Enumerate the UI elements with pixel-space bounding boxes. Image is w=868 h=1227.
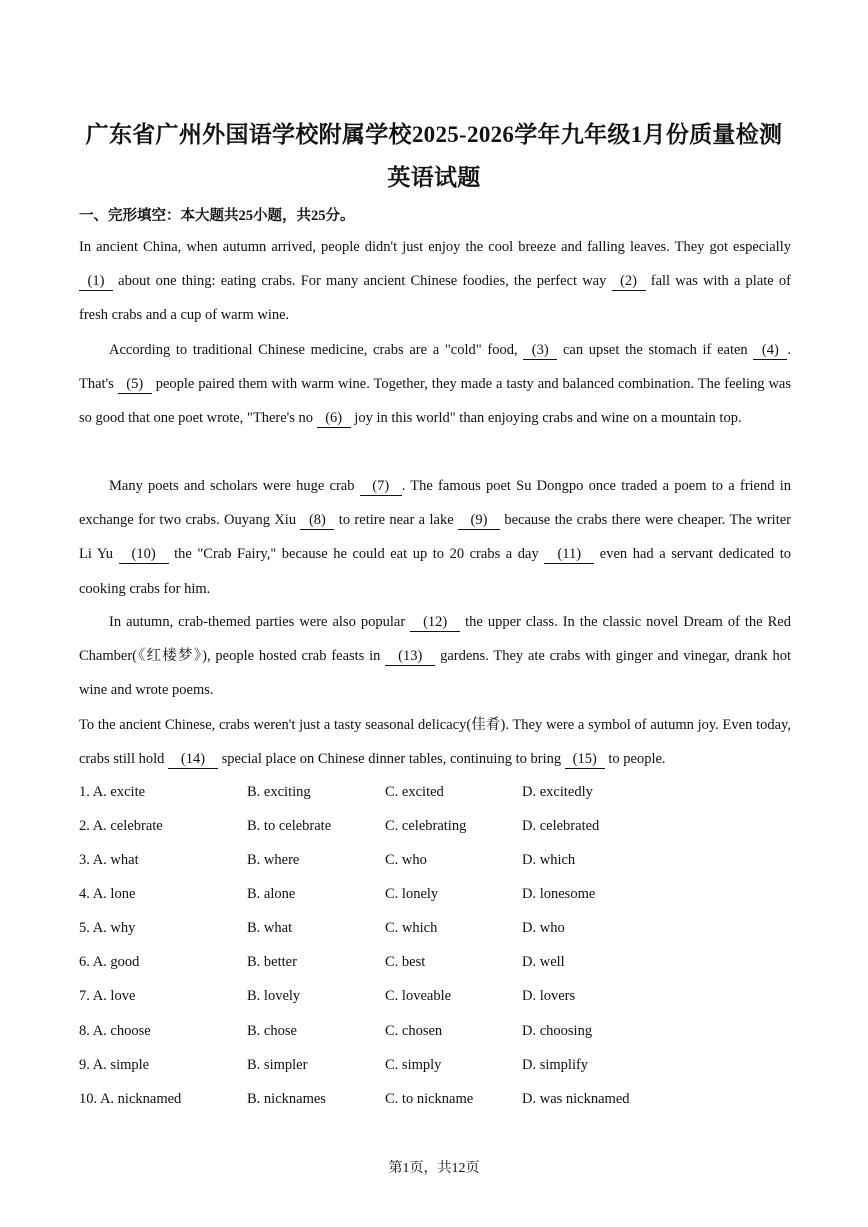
option-a: 3. A. what <box>79 852 139 868</box>
option-b: B. what <box>247 920 293 936</box>
question-4 <box>79 886 791 910</box>
option-b: B. exciting <box>247 784 311 800</box>
option-a: 8. A. choose <box>79 1023 151 1039</box>
document-title-line1: 广东省广州外国语学校附属学校2025-2026学年九年级1月份质量检测 <box>85 122 783 147</box>
question-8 <box>79 1023 791 1047</box>
blank-14: (14) <box>168 750 218 769</box>
question-10 <box>79 1091 791 1115</box>
blank-11: (11) <box>544 545 594 564</box>
passage-text: gardens. They ate crabs with ginger and vinegar, drank hot wine and wrote poems. <box>79 648 791 699</box>
option-d: D. who <box>522 920 565 936</box>
passage-paragraph-4 <box>79 605 791 708</box>
option-d: D. which <box>522 852 576 868</box>
passage-text: people paired them with warm wine. Together, they made a tasty and balanced combination. The feeling was so good that one poet wrote, "There's no <box>79 376 791 427</box>
passage-text: . The famous poet Su Dongpo once traded a poem to a friend in exchange for two crabs. Ouyang Xiu <box>79 478 791 529</box>
option-d: D. lovers <box>522 988 576 1004</box>
option-b: B. chose <box>247 1023 297 1039</box>
option-b: B. to celebrate <box>247 818 332 834</box>
option-b: B. better <box>247 954 297 970</box>
option-a: 6. A. good <box>79 954 140 970</box>
blank-8: (8) <box>300 511 334 530</box>
blank-6: (6) <box>317 409 351 428</box>
option-d: D. celebrated <box>522 818 600 834</box>
option-a: 4. A. lone <box>79 886 136 902</box>
option-a: 9. A. simple <box>79 1057 150 1073</box>
option-b: B. where <box>247 852 300 868</box>
blank-7: (7) <box>360 477 402 496</box>
section-heading: 一、完形填空：本大题共25小题，共25分。 <box>79 208 355 224</box>
question-2 <box>79 818 791 842</box>
option-c: C. celebrating <box>385 818 467 834</box>
passage-text: can upset the stomach if eaten <box>557 342 754 358</box>
passage-text: even had a servant dedicated to cooking crabs for him. <box>79 546 791 597</box>
blank-2: (2) <box>612 272 646 291</box>
passage-text: . That's <box>79 342 791 393</box>
question-1 <box>79 784 791 808</box>
document-title-line2: 英语试题 <box>387 165 481 190</box>
option-b: B. lovely <box>247 988 301 1004</box>
option-d: D. choosing <box>522 1023 593 1039</box>
option-d: D. simplify <box>522 1057 589 1073</box>
passage-text: In autumn, crab-themed parties were also popular <box>109 614 411 630</box>
option-c: C. simply <box>385 1057 442 1073</box>
question-9 <box>79 1057 791 1081</box>
option-d: D. lonesome <box>522 886 596 902</box>
option-c: C. lonely <box>385 886 439 902</box>
passage-paragraph-1 <box>79 230 791 333</box>
passage-text: Many poets and scholars were huge crab <box>109 478 360 494</box>
passage-paragraph-2 <box>79 333 791 436</box>
option-a: 5. A. why <box>79 920 136 936</box>
passage-text: In ancient China, when autumn arrived, people didn't just enjoy the cool breeze and falling leaves. They got especially <box>79 239 791 255</box>
passage-paragraph-3 <box>79 469 791 606</box>
option-b: B. alone <box>247 886 296 902</box>
option-c: C. loveable <box>385 988 452 1004</box>
option-a: 1. A. excite <box>79 784 146 800</box>
option-c: C. who <box>385 852 427 868</box>
option-a: 7. A. love <box>79 988 136 1004</box>
passage-text: special place on Chinese dinner tables, continuing to bring <box>218 751 565 768</box>
option-b: B. simpler <box>247 1057 308 1073</box>
passage-text: the upper class. In the classic novel Dream of the Red Chamber(《红楼梦》), people hosted crab feasts in <box>79 614 791 665</box>
option-d: D. was nicknamed <box>522 1091 630 1107</box>
passage-text: To the ancient Chinese, crabs weren't just a tasty seasonal delicacy(佳肴). They were a symbol of autumn joy. Even today, crabs still hold <box>79 717 791 768</box>
option-c: C. to nickname <box>385 1091 474 1107</box>
blank-5: (5) <box>118 375 152 394</box>
blank-1: (1) <box>79 272 113 291</box>
option-a: 10. A. nicknamed <box>79 1091 182 1107</box>
option-c: C. chosen <box>385 1023 443 1039</box>
passage-text: to people. <box>604 751 666 768</box>
blank-3: (3) <box>523 341 557 360</box>
blank-9: (9) <box>458 511 500 530</box>
passage-text: because the crabs there were cheaper. The writer Li Yu <box>79 512 792 563</box>
passage-text: joy in this world" than enjoying crabs and wine on a mountain top. <box>350 410 742 427</box>
option-c: C. excited <box>385 784 444 800</box>
option-c: C. best <box>385 954 426 970</box>
passage-text: According to traditional Chinese medicine, crabs are a "cold" food, <box>109 342 524 358</box>
option-d: D. excitedly <box>522 784 593 800</box>
blank-10: (10) <box>119 545 169 564</box>
page-number: 第1页，共12页 <box>388 1161 480 1176</box>
option-d: D. well <box>522 954 565 970</box>
question-3 <box>79 852 791 876</box>
passage-text: the "Crab Fairy," because he could eat up to 20 crabs a day <box>168 546 545 563</box>
question-6 <box>79 954 791 978</box>
option-b: B. nicknames <box>247 1091 326 1107</box>
option-c: C. which <box>385 920 438 936</box>
blank-15: (15) <box>565 750 605 769</box>
blank-12: (12) <box>410 613 460 632</box>
question-5 <box>79 920 791 944</box>
blank-13: (13) <box>385 647 435 666</box>
passage-text: to retire near a lake <box>334 512 458 529</box>
passage-paragraph-5 <box>79 708 791 776</box>
passage-text: fall was with a plate of fresh crabs and a cup of warm wine. <box>79 273 792 324</box>
option-a: 2. A. celebrate <box>79 818 163 834</box>
question-7 <box>79 988 791 1012</box>
blank-4: (4) <box>753 341 787 360</box>
passage-text: about one thing: eating crabs. For many ancient Chinese foodies, the perfect way <box>113 273 612 290</box>
